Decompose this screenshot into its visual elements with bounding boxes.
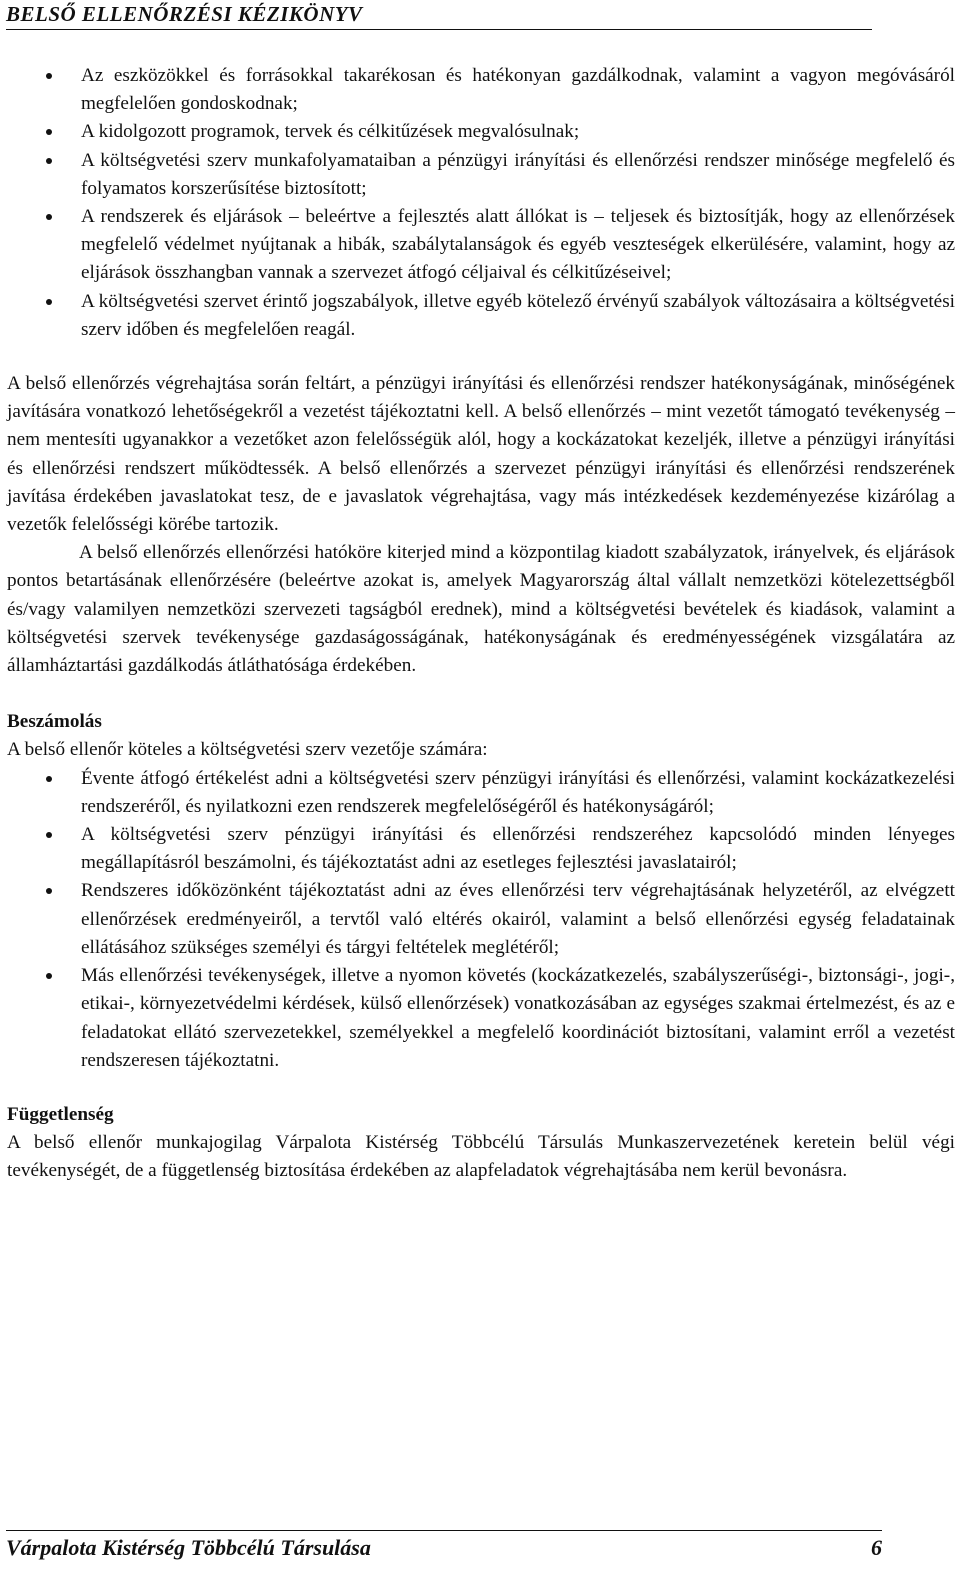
list-item: Évente átfogó értékelést adni a költségvetési szerv pénzügyi irányítási és ellenőrzési, valamint kockázatkezelési rendszeréről, és nyilatkozni ezen rendszerek megfelelőségéről és hatékonyságáról; (7, 765, 955, 821)
bullet-icon (46, 888, 52, 894)
page-header (6, 2, 872, 30)
body-paragraph: A belső ellenőrzés végrehajtása során feltárt, a pénzügyi irányítási és ellenőrzési rendszer hatékonyságának, minőségének javítására vonatkozó lehetőségekről a vezetést tájékoztatni kell. A belső ellenőrzés – mint vezetőt támogató tevékenység – nem mentesíti ugyanakkor a vezetőket azon felelősségük alól, hogy a kockázatokat kezeljék, illetve a pénzügyi irányítási és ellenőrzési rendszert működtessék. A belső ellenőrzés a szervezet pénzügyi irányítási és ellenőrzési rendszerének javítása érdekében javaslatokat tesz, de e javaslatok végrehajtása, vagy más intézkedések kezdeményezése kizárólag a vezetők felelősségi körébe tartozik. (7, 373, 955, 536)
bullet-icon (46, 832, 52, 838)
page-footer (6, 1530, 882, 1561)
body-paragraph: A belső ellenőrzés ellenőrzési hatóköre kiterjed mind a központilag kiadott szabályzatok, irányelvek, és eljárások pontos betartásának ellenőrzésére (beleértve azokat is, amelyek Magyarország által vállalt nemzetközi kötelezettségből és/vagy valamilyen nemzetközi szervezeti tagságból erednek), mind a költségvetési bevételek és kiadások, valamint a költségvetési szervek tevékenysége gazdaságosságának, hatékonyságának és eredményességének vizsgálatára az államháztartási gazdálkodás átláthatósága érdekében. (7, 542, 955, 677)
list-item: Rendszeres időközönként tájékoztatást adni az éves ellenőrzési terv végrehajtásának helyzetéről, az elvégzett ellenőrzések eredményeiről, a tervtől való eltérés okairól, valamint a belső ellenőrzési egység feladatainak ellátásához szükséges személyi és tárgyi feltételek meglétéről; (7, 877, 955, 962)
section-heading-report: Beszámolás (7, 711, 102, 733)
list-item: A rendszerek és eljárások – beleértve a fejlesztés alatt állókat is – teljesek és biztosítják, hogy az ellenőrzések megfelelő védelmet nyújtanak a hibák, szabálytalanságok és egyéb veszteségek elkerülésére, valamint, hogy az eljárások összhangban vannak a szervezet átfogó céljaival és célkitűzéseivel; (7, 203, 955, 288)
list-item: A költségvetési szervet érintő jogszabályok, illetve egyéb kötelező érvényű szabályok változásaira a költségvetési szerv időben és megfelelően reagál. (7, 288, 955, 344)
list-item: A költségvetési szerv pénzügyi irányítási és ellenőrzési rendszeréhez kapcsolódó minden lényeges megállapításról beszámolni, és tájékoztatást adni az esetleges fejlesztési javaslatairól; (7, 821, 955, 877)
section-intro: A belső ellenőr köteles a költségvetési szerv vezetője számára: (7, 739, 488, 761)
header-title: BELSŐ ELLENŐRZÉSI KÉZIKÖNYV (6, 2, 363, 26)
objectives-list (7, 62, 955, 344)
bullet-icon (46, 299, 52, 305)
bullet-icon (46, 776, 52, 782)
list-item: Más ellenőrzési tevékenységek, illetve a nyomon követés (kockázatkezelés, szabályszerűségi-, biztonsági-, jogi-, etikai-, környezetvédelmi kérdések, külső ellenőrzések) vonatkozásában az egységes szakmai értelmezést, és az e feladatokat ellátó szervezetekkel, személyekkel a megfelelő koordinációt biztosítani, valamint erről a vezetést rendszeresen tájékoztatni. (7, 962, 955, 1075)
section-heading-independence: Függetlenség (7, 1103, 114, 1125)
footer-org: Várpalota Kistérség Többcélú Társulása (6, 1535, 371, 1560)
bullet-icon (46, 73, 52, 79)
bullet-icon (46, 129, 52, 135)
bullet-icon (46, 158, 52, 164)
page-number: 6 (871, 1535, 882, 1560)
bullet-icon (46, 973, 52, 979)
list-item: Az eszközökkel és forrásokkal takarékosan és hatékonyan gazdálkodnak, valamint a vagyon megóvásáról megfelelően gondoskodnak; (7, 62, 955, 118)
bullet-icon (46, 214, 52, 220)
report-list (7, 765, 955, 1075)
list-item: A kidolgozott programok, tervek és célkitűzések megvalósulnak; (7, 118, 955, 146)
document-body (7, 62, 955, 1186)
list-item: A költségvetési szerv munkafolyamataiban a pénzügyi irányítási és ellenőrzési rendszer minősége megfelelő és folyamatos korszerűsítése biztosított; (7, 147, 955, 203)
body-paragraph: A belső ellenőr munkajogilag Várpalota Kistérség Többcélú Társulás Munkaszervezetének keretein belül végi tevékenységét, de a függetlenség biztosítása érdekében az alapfeladatok végrehajtásába nem kerül bevonásra. (7, 1132, 955, 1182)
